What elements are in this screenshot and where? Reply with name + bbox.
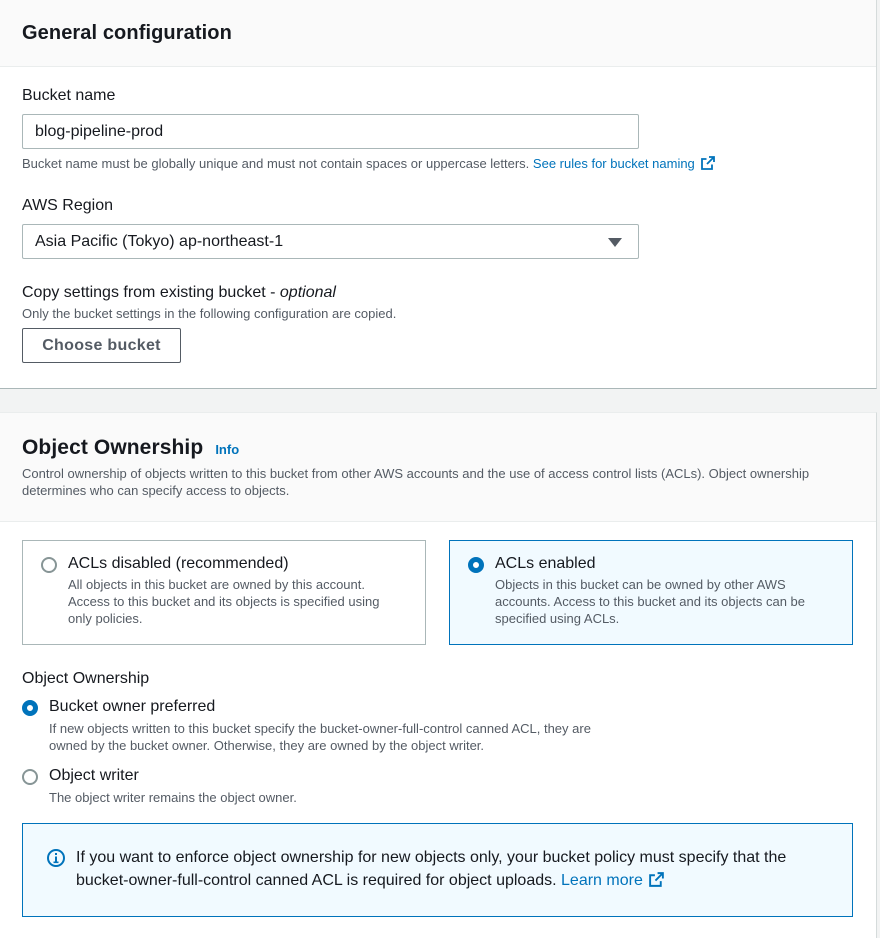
info-alert-text [76,846,816,892]
acls-enabled-description: Objects in this bucket can be owned by other AWS accounts. Access to this bucket and its objects can be specified using ACLs. [495,577,806,626]
copy-settings-hint: Only the bucket settings in the following configuration are copied. [22,306,397,321]
aws-region-value: Asia Pacific (Tokyo) ap-northeast-1 [35,232,284,250]
info-link[interactable]: Info [215,442,240,457]
bucket-name-hint-text: Bucket name must be globally unique and must not contain spaces or uppercase letters. [22,156,530,171]
copy-settings-label-text: Copy settings from existing bucket - [22,284,280,301]
aws-region-select[interactable] [22,224,639,259]
bucket-name-value: blog-pipeline-prod [35,122,164,140]
copy-settings-label [22,284,336,302]
external-link-icon [648,871,665,888]
info-alert [22,823,853,917]
bucket-owner-preferred-description: If new objects written to this bucket specify the bucket-owner-full-control canned ACL, they are owned by the bucket owner. Otherwise, they are owned by the object writer. [49,721,591,753]
general-configuration-panel [0,0,877,389]
acls-enabled-title: ACLs enabled [495,555,596,572]
bucket-owner-preferred-title[interactable]: Bucket owner preferred [49,698,216,715]
bucket-naming-rules-link-text: See rules for bucket naming [532,156,695,171]
object-ownership-panel [0,412,877,938]
choose-bucket-button[interactable]: Choose bucket [22,328,181,363]
object-writer-description: The object writer remains the object owner. [49,790,297,805]
bucket-name-input[interactable] [22,114,639,149]
acls-disabled-card[interactable] [22,540,426,645]
object-ownership-sub-label: Object Ownership [22,670,150,687]
object-ownership-description: Control ownership of objects written to this bucket from other AWS accounts and the use of access control lists (ACLs). Object ownership determines who can specify access to objects. [22,466,810,498]
object-writer-title[interactable]: Object writer [49,767,139,784]
acls-enabled-card[interactable] [449,540,853,645]
general-configuration-title: General configuration [22,22,232,44]
object-ownership-title: Object Ownership [22,436,204,459]
learn-more-link-text: Learn more [561,872,643,889]
copy-settings-optional: optional [279,284,336,301]
general-configuration-header [0,0,876,67]
caret-down-icon [608,238,622,247]
object-writer-radio[interactable] [22,769,38,785]
learn-more-link[interactable] [561,872,665,889]
aws-region-label: AWS Region [22,197,113,214]
info-alert-message: If you want to enforce object ownership for new objects only, your bucket policy must specify that the bucket-owner-full-control canned ACL is required for object uploads. [76,849,787,889]
bucket-owner-preferred-radio[interactable] [22,700,38,716]
acls-disabled-title: ACLs disabled (recommended) [68,555,289,572]
info-circle-icon [46,848,66,868]
external-link-icon [700,155,716,171]
object-ownership-heading [22,436,239,460]
bucket-name-label: Bucket name [22,87,116,104]
acls-disabled-description: All objects in this bucket are owned by this account. Access to this bucket and its objects is specified using only policies. [68,577,380,626]
bucket-name-hint [22,155,716,172]
acls-enabled-radio[interactable] [468,557,484,573]
bucket-naming-rules-link[interactable] [533,156,716,171]
object-ownership-header [0,413,876,522]
acls-disabled-radio[interactable] [41,557,57,573]
